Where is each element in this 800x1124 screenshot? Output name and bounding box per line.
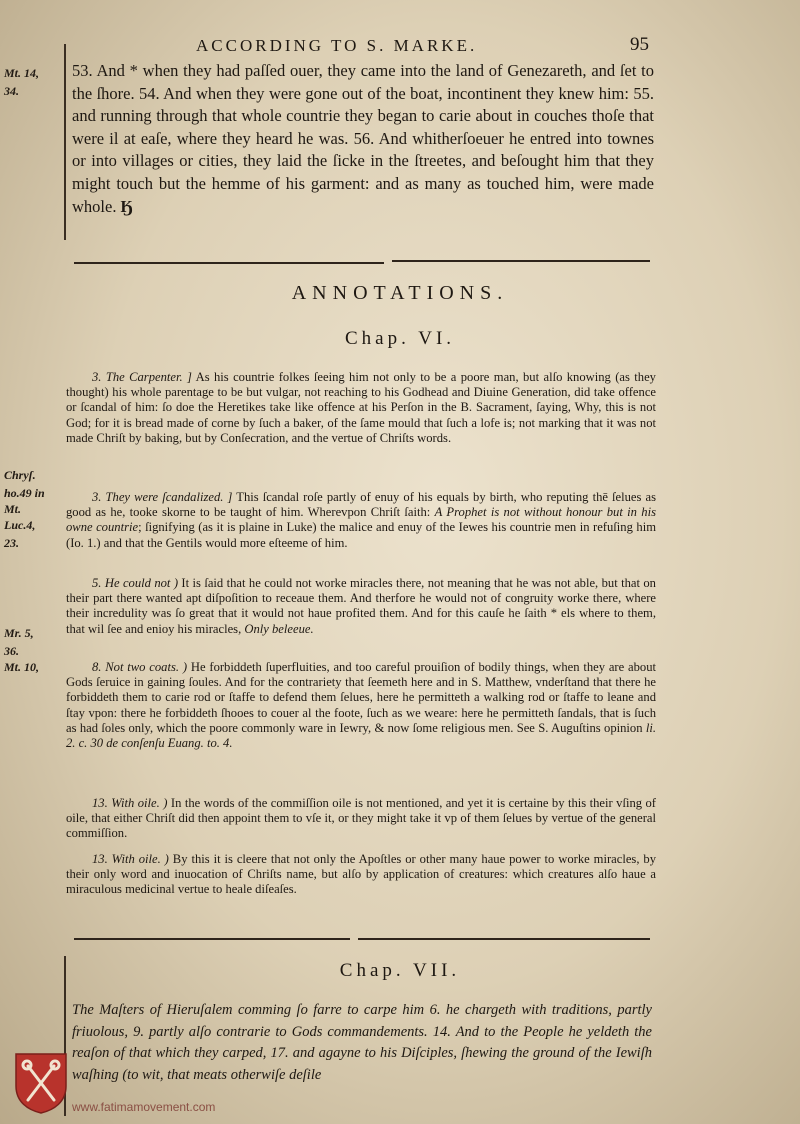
annotation-text: This ſcandal roſe partly of enuy of his equals by birth, who reputing thē ſelues as good as he, tooke skorne to be taught of him. Wherevpon Chriſt ſaith: (66, 490, 656, 520)
annotation-quote: li. 2. c. 30 de conſenſu Euang. to. 4. (66, 720, 656, 751)
chapter-vii-title: Chap. VII. (339, 960, 461, 981)
annotation-oile-2 (66, 852, 656, 898)
annotation-text: As his countrie folkes ſeeing him not only to be a poore man, but alſo knowing (as they thought) his whole parentage to be but vulgar, not reaching to his Godhead and Diuine Generation, did take offence or ſcandal of him: ſo doe the Heretikes take like offence at his Perſon in the B. Sacrament, ſaying, Why, this is not God; for it is bread made of corne by ſuch a baker, of the ſame mould that ſuch a lofe is; not marking that it was not made Chriſt by baking, but by Conſecration, and the vertue of Chriſts words. (66, 370, 656, 445)
margin-ref-mt10: Mt. 10, (4, 660, 40, 674)
margin-ref-chrys: Chryſ. (4, 468, 36, 482)
annotation-lemma: 13. With oile. ) (92, 796, 168, 810)
annotation-lemma: 13. With oile. ) (92, 852, 169, 866)
watermark-text: www.fatimamovement.com (72, 1100, 216, 1114)
separator-rule-4 (358, 938, 650, 940)
scripture-verses: 53. And * when they had paſſed ouer, they came into the land of Genezareth, and ſet to the ſhore. 54. And when they were gone out of the boat, incontinent they knew him: 55. and running through that whole countrie they began to carie about in couches thoſe that were il at eaſe, where they heard he was. 56. And whitherſoeuer he entred into townes or into villages or cities, they laid the ſicke in the ſtreetes, and beſought him that they might touch but the hemme of his garment: and as many as touched him, were made whole. (72, 61, 654, 216)
annotation-lemma: 5. He could not ) (92, 576, 179, 590)
separator-rule-2 (392, 260, 650, 262)
annotations-title: ANNOTATIONS. (291, 282, 509, 304)
annotation-two-coats (66, 660, 656, 751)
margin-ref-mt14: Mt. 14, (4, 66, 40, 80)
annotation-quote: Only beleeue. (244, 621, 314, 636)
annotation-oile-1 (66, 796, 656, 842)
margin-ref-23: 23. (4, 536, 19, 550)
annotation-text-after: ; ſignifying (as it is plaine in Luke) the malice and enuy of the Iewes his countrie men in refuſing him (Io. 1.) and that the Gentils would more eſteeme of him. (66, 520, 656, 550)
margin-ref-ho49: ho.49 in (4, 486, 45, 500)
margin-ref-mt: Mt. (4, 502, 22, 516)
margin-ref-36: 36. (4, 644, 19, 658)
separator-rule-3 (74, 938, 350, 940)
annotation-text: He forbiddeth ſuperfluities, and too careful prouiſion of bodily things, when they are about Gods ſeruice in gaining ſoules. And for the contrariety that ſeemeth here and in S. Matthew, vnderſtand that there he forbiddeth them to carie rod or ſtaffe to defend them ſelues, here he permitteth a walking rod or ſtaffe to leane and ſtay vpon: there he forbiddeth ſhooes to couer al the foote, ſuch as we weare: here he permitteth ſandals, that is ſuch as had ſoles only, which the poore commonly ware in Iewry, & now ſome religious men. See S. Auguſtins opinion (66, 660, 656, 735)
end-mark: Ӄ (120, 196, 133, 216)
running-head: ACCORDING TO S. MARKE. (196, 36, 478, 55)
annotation-text: In the words of the commiſſion oile is not mentioned, and yet it is certaine by this their vſing of oile, that either Chriſt did then appoint them to vſe it, or they might take it vp of them ſelues by vertue of the general commiſſion. (66, 796, 656, 841)
annotation-quote: A Prophet is not without honour but in his owne countrie (66, 505, 656, 535)
separator-rule-1 (74, 262, 384, 264)
annotation-carpenter (66, 370, 656, 446)
shield-logo-icon (14, 1052, 68, 1114)
annotation-scandalized (66, 490, 656, 551)
margin-rule-top (64, 44, 66, 240)
annotation-text: It is ſaid that he could not worke miracles there, not meaning that he was not able, but that on their part there wanted apt diſpoſition to receaue them. And therfore he would not of congruity worke there, where their incredulity was ſo great that it would not haue profited them. And for this cauſe he ſaith * els where to them, that wil ſee and enioy his miracles, (66, 576, 656, 636)
page-number: 95 (630, 34, 649, 55)
margin-ref-mr5: Mr. 5, (4, 626, 34, 640)
margin-ref-34: 34. (4, 84, 19, 98)
chapter-vi-title: Chap. VI. (344, 328, 456, 349)
margin-ref-luc4: Luc.4, (4, 518, 36, 532)
annotation-text: By this it is cleere that not only the Apoſtles or other many haue power to worke miracles, by their only word and inuocation of Chriſts name, but alſo by application of creatures: which creatures alſo haue a miraculous medicinal vertue to heale diſeaſes. (66, 852, 656, 897)
annotation-lemma: 3. The Carpenter. ] (92, 370, 192, 384)
annotation-lemma: 8. Not two coats. ) (92, 660, 188, 674)
annotation-lemma: 3. They were ſcandalized. ] (92, 490, 233, 504)
scripture-text (72, 60, 654, 218)
annotation-could-not (66, 576, 656, 637)
chapter-vii-argument: The Maſters of Hieruſalem comming ſo farre to carpe him 6. he chargeth with traditions, partly friuolous, 9. partly alſo contrarie to Gods commandements. 14. And to the People he yeldeth the reaſon of that which they carped, 17. and agayne to his Diſciples, ſhewing the ground of the Iewiſh waſhing (to wit, that meats otherwiſe deſile (72, 1002, 652, 1083)
